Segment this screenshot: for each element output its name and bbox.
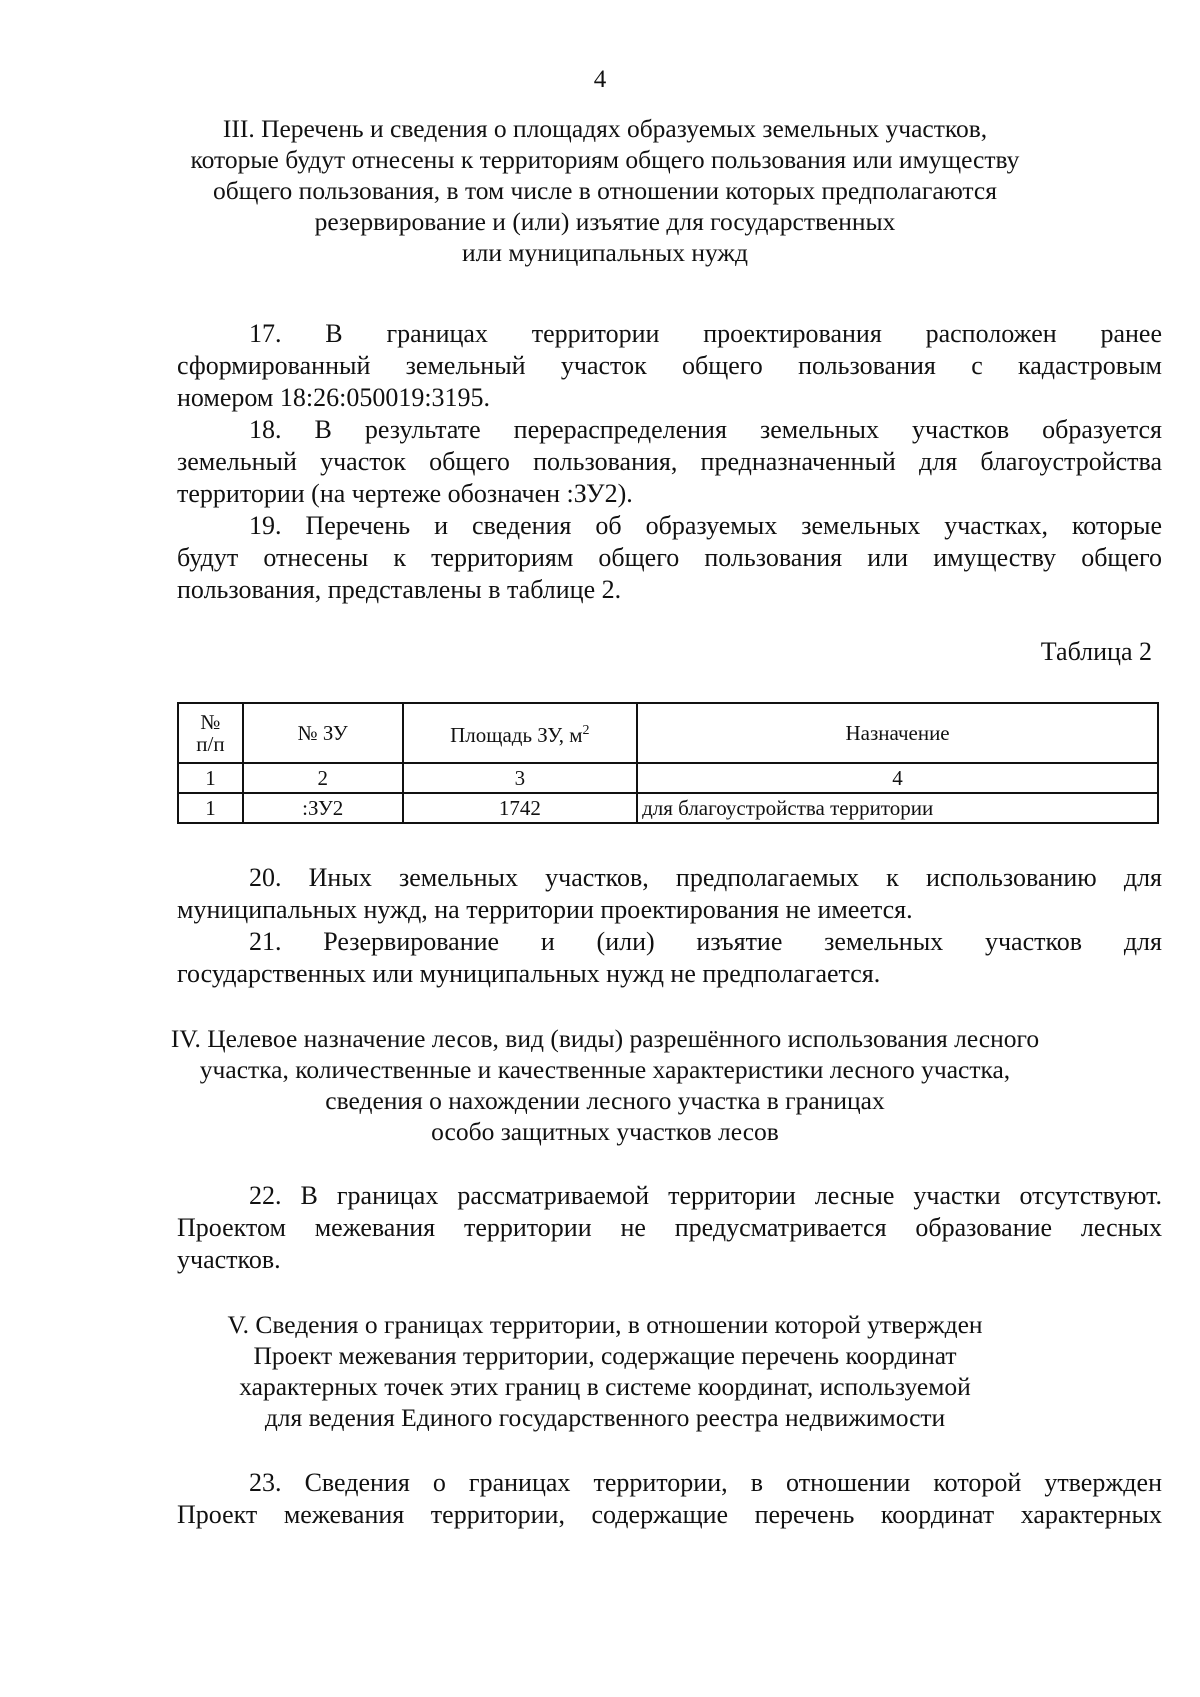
heading-line: общего пользования, в том числе в отношении которых предполагаются (213, 176, 997, 205)
text-line: территории (на чертеже обозначен :ЗУ2). (177, 479, 633, 508)
column-number: 4 (637, 763, 1158, 793)
text-line: Проект межевания территории, содержащие перечень координат характерных (177, 1500, 1162, 1529)
text-line: 19. Перечень и сведения об образуемых земельных участках, которые (249, 511, 1162, 540)
header-area-sup: 2 (582, 723, 590, 738)
heading-line: или муниципальных нужд (462, 238, 748, 267)
text-line: 18. В результате перераспределения земельных участков образуется (249, 415, 1162, 444)
paragraph-22 (177, 1180, 1162, 1276)
text-line: муниципальных нужд, на территории проектирования не имеется. (177, 895, 913, 924)
table-header-row (178, 703, 1158, 763)
heading-line: III. Перечень и сведения о площадях образуемых земельных участков, (222, 114, 988, 143)
column-number: 1 (178, 763, 243, 793)
header-purpose: Назначение (637, 703, 1158, 763)
text-line: государственных или муниципальных нужд не предполагается. (177, 959, 881, 988)
paragraph-20 (177, 862, 1162, 926)
heading-line: сведения о нахождении лесного участка в границах (325, 1086, 885, 1115)
text-line: пользования, представлены в таблице 2. (177, 575, 622, 604)
header-num-abbr: п/п (196, 732, 225, 756)
section-3-heading (150, 113, 1060, 268)
heading-line: IV. Целевое назначение лесов, вид (виды) разрешённого использования лесного (170, 1024, 1040, 1053)
header-area (403, 703, 638, 763)
heading-line: которые будут отнесены к территориям общего пользования или имуществу (190, 145, 1020, 174)
heading-line: характерных точек этих границ в системе координат, используемой (239, 1372, 971, 1401)
cell-zu: :ЗУ2 (243, 793, 403, 823)
section-5-heading (150, 1309, 1060, 1433)
text-line: 21. Резервирование и (или) изъятие земельных участков для (249, 927, 1162, 956)
heading-line: V. Сведения о границах территории, в отношении которой утвержден (227, 1310, 983, 1339)
text-line: Проектом межевания территории не предусматривается образование лесных (177, 1213, 1162, 1242)
page-number: 4 (593, 66, 607, 93)
heading-line: участка, количественные и качественные характеристики лесного участка, (199, 1055, 1011, 1084)
cell-area: 1742 (403, 793, 638, 823)
column-number: 2 (243, 763, 403, 793)
text-line: 22. В границах рассматриваемой территории лесные участки отсутствуют. (249, 1181, 1162, 1210)
paragraph-18 (177, 414, 1162, 510)
column-number: 3 (403, 763, 638, 793)
text-line: 23. Сведения о границах территории, в отношении которой утвержден (249, 1468, 1162, 1497)
header-zu: № ЗУ (243, 703, 403, 763)
text-line: земельный участок общего пользования, предназначенный для благоустройства (177, 447, 1162, 476)
heading-line: для ведения Единого государственного реестра недвижимости (264, 1403, 946, 1432)
header-num-symbol: № (200, 710, 221, 734)
cell-num: 1 (178, 793, 243, 823)
heading-line: особо защитных участков лесов (431, 1117, 779, 1146)
paragraph-21 (177, 926, 1162, 990)
table-caption: Таблица 2 (1040, 637, 1152, 666)
text-line: сформированный земельный участок общего пользования с кадастровым (177, 351, 1162, 380)
table-row (178, 793, 1158, 823)
header-area-label: Площадь ЗУ, м (450, 723, 583, 747)
paragraph-19 (177, 510, 1162, 606)
text-line: номером 18:26:050019:3195. (177, 383, 491, 412)
section-4-heading (150, 1023, 1060, 1147)
paragraph-17 (177, 318, 1162, 414)
text-line: участков. (177, 1245, 281, 1274)
paragraph-23 (177, 1467, 1162, 1531)
header-num (178, 703, 243, 763)
text-line: 17. В границах территории проектирования расположен ранее (249, 319, 1162, 348)
text-line: будут отнесены к территориям общего пользования или имуществу общего (177, 543, 1162, 572)
heading-line: Проект межевания территории, содержащие перечень координат (253, 1341, 957, 1370)
cell-purpose: для благоустройства территории (637, 793, 1158, 823)
heading-line: резервирование и (или) изъятие для государственных (314, 207, 896, 236)
text-line: 20. Иных земельных участков, предполагаемых к использованию для (249, 863, 1162, 892)
land-plots-table (177, 702, 1159, 824)
table-column-numbers-row (178, 763, 1158, 793)
